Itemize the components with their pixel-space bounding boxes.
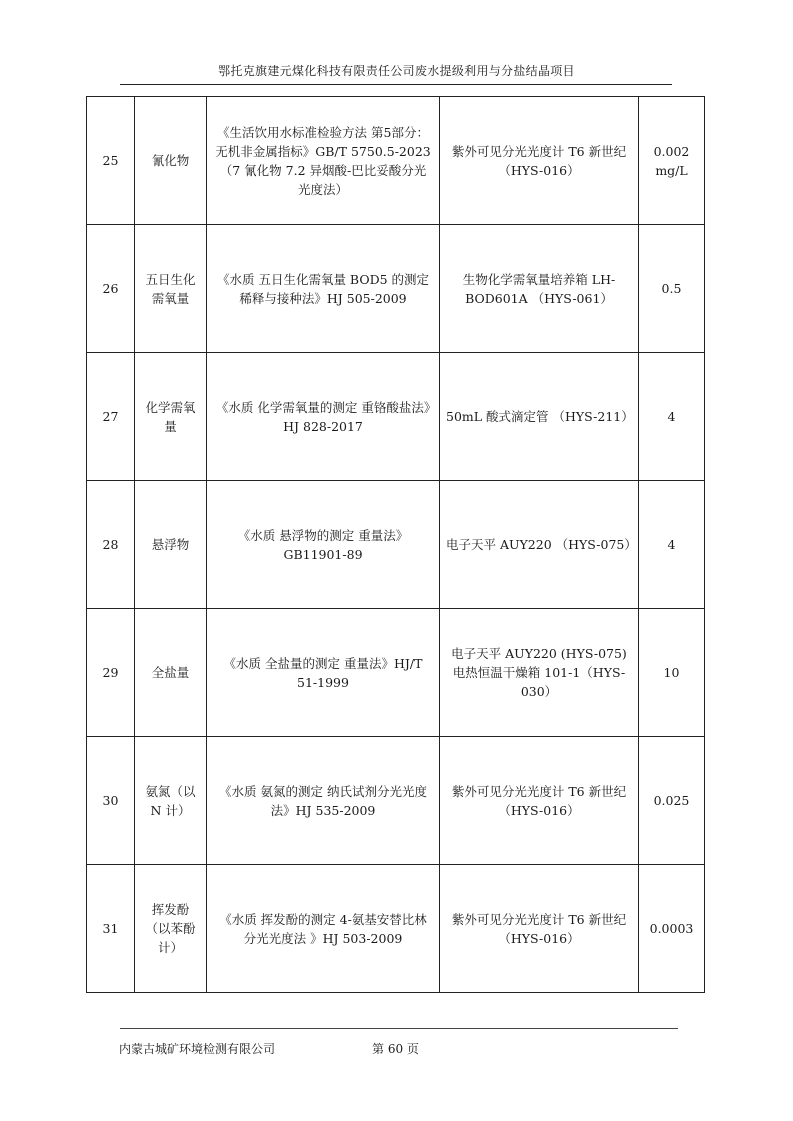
detection-methods-table	[86, 96, 705, 993]
table-row	[87, 225, 705, 353]
table-row	[87, 737, 705, 865]
instrument: 紫外可见分光光度计 T6 新世纪（HYS-016）	[440, 97, 639, 225]
header-divider	[120, 84, 672, 85]
row-number: 25	[87, 97, 135, 225]
test-method: 《水质 化学需氧量的测定 重铬酸盐法》HJ 828-2017	[207, 353, 440, 481]
test-item: 氨氮（以 N 计）	[135, 737, 207, 865]
instrument: 电子天平 AUY220 （HYS-075）	[440, 481, 639, 609]
detection-limit: 4	[639, 353, 705, 481]
test-method: 《水质 氨氮的测定 纳氏试剂分光光度法》HJ 535-2009	[207, 737, 440, 865]
row-number: 27	[87, 353, 135, 481]
test-method: 《水质 五日生化需氧量 BOD5 的测定 稀释与接种法》HJ 505-2009	[207, 225, 440, 353]
table-row	[87, 865, 705, 993]
row-number: 31	[87, 865, 135, 993]
test-item: 挥发酚（以苯酚计）	[135, 865, 207, 993]
detection-limit: 0.025	[639, 737, 705, 865]
test-item: 悬浮物	[135, 481, 207, 609]
test-item: 全盐量	[135, 609, 207, 737]
instrument: 50mL 酸式滴定管 （HYS-211）	[440, 353, 639, 481]
instrument: 生物化学需氧量培养箱 LH-BOD601A （HYS-061）	[440, 225, 639, 353]
table-row	[87, 481, 705, 609]
row-number: 30	[87, 737, 135, 865]
row-number: 26	[87, 225, 135, 353]
test-method: 《水质 挥发酚的测定 4-氨基安替比林分光光度法 》HJ 503-2009	[207, 865, 440, 993]
detection-limit: 0.0003	[639, 865, 705, 993]
footer-company-name: 内蒙古城矿环境检测有限公司	[119, 1042, 276, 1056]
detection-limit: 0.002 mg/L	[639, 97, 705, 225]
test-method: 《水质 全盐量的测定 重量法》HJ/T 51-1999	[207, 609, 440, 737]
table-row	[87, 353, 705, 481]
footer-divider	[120, 1028, 678, 1029]
detection-limit: 4	[639, 481, 705, 609]
detection-limit: 10	[639, 609, 705, 737]
table-row	[87, 97, 705, 225]
test-item: 五日生化需氧量	[135, 225, 207, 353]
row-number: 28	[87, 481, 135, 609]
detection-limit: 0.5	[639, 225, 705, 353]
test-item: 氰化物	[135, 97, 207, 225]
row-number: 29	[87, 609, 135, 737]
test-item: 化学需氧量	[135, 353, 207, 481]
instrument: 电子天平 AUY220 (HYS-075)电热恒温干燥箱 101-1（HYS-030）	[440, 609, 639, 737]
test-method: 《水质 悬浮物的测定 重量法》GB11901-89	[207, 481, 440, 609]
instrument: 紫外可见分光光度计 T6 新世纪（HYS-016）	[440, 737, 639, 865]
instrument: 紫外可见分光光度计 T6 新世纪（HYS-016）	[440, 865, 639, 993]
table-row	[87, 609, 705, 737]
page-number: 第 60 页	[372, 1042, 419, 1056]
document-header-title: 鄂托克旗建元煤化科技有限责任公司废水提级利用与分盐结晶项目	[218, 64, 575, 78]
test-method: 《生活饮用水标准检验方法 第5部分：无机非金属指标》GB/T 5750.5-2023 （7 氰化物 7.2 异烟酸-巴比妥酸分光光度法）	[207, 97, 440, 225]
